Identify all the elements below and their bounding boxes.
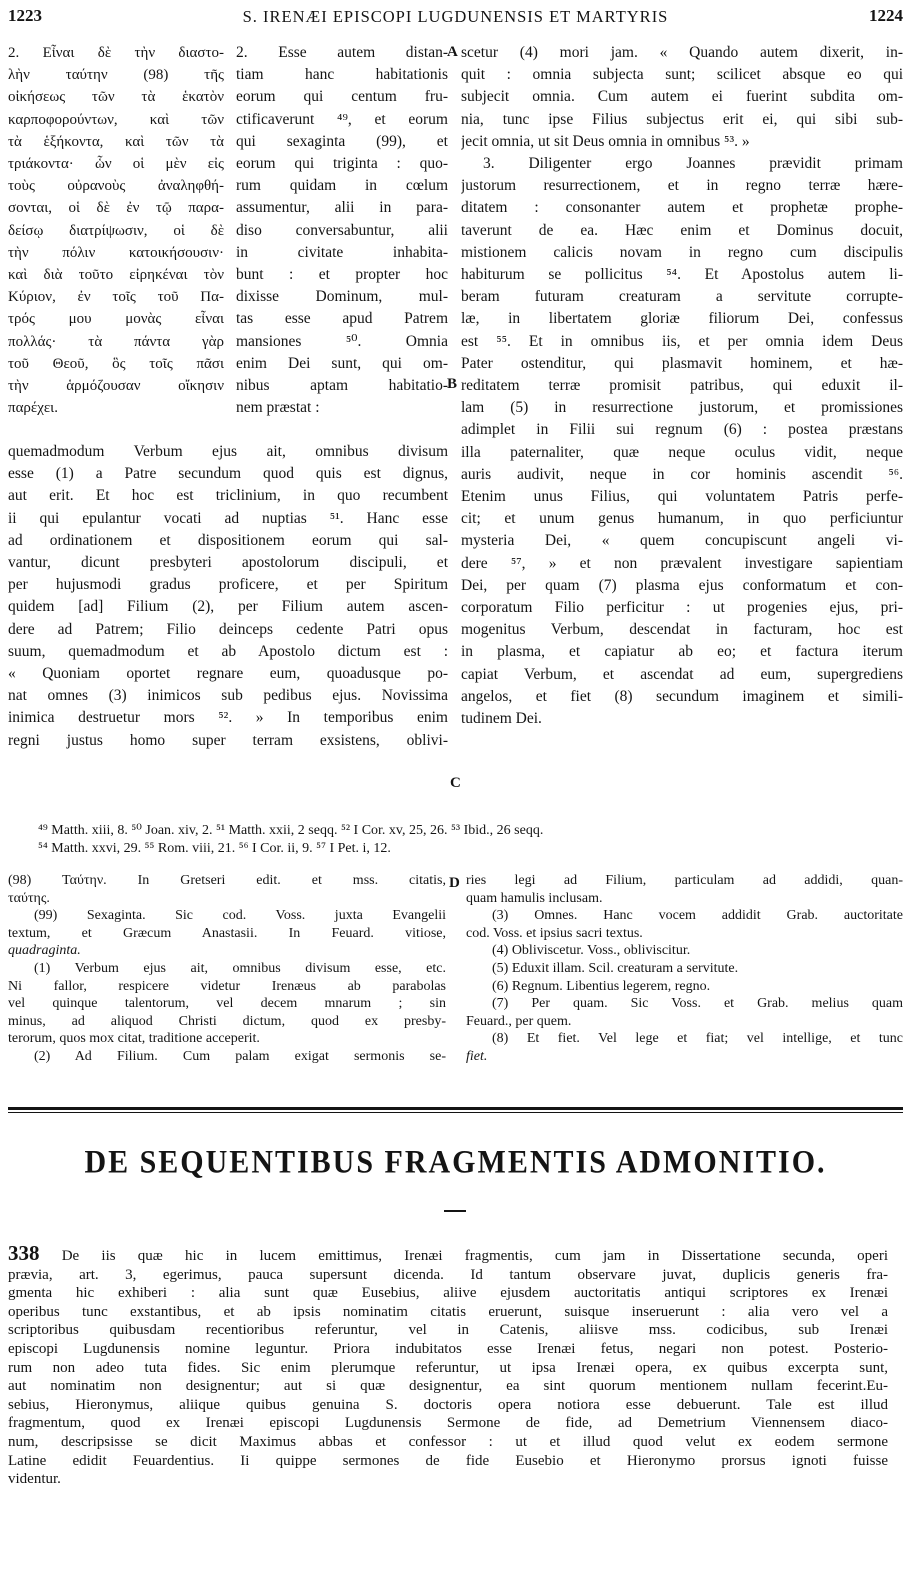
text-line: num, descripsisse se dicit Maximus abbas et confessor : ut et illud quod velut ex eodem sermone — [8, 1433, 888, 1450]
text-line: 3. Diligenter ergo Joannes prævidit primam — [483, 155, 903, 173]
note-line: (6) Regnum. Libentius legerem, regno. — [492, 978, 711, 994]
note-line: (5) Eduxit illam. Scil. creaturam a servitute. — [492, 960, 739, 976]
note-line: Ni fallor, respicere videtur Irenæus ab parabolas — [8, 978, 446, 994]
text-line: scetur (4) mori jam. « Quando autem dixerit, in- — [461, 44, 903, 61]
greek-line: τὴν ἁρμόζουσαν οἴκησιν — [8, 378, 224, 395]
latin-line: 2. Esse autem distan- — [236, 44, 448, 61]
text-line: auris audivit, neque in cor hominis ascendit ⁵⁶. — [461, 465, 903, 483]
latin-line: nem præstat : — [236, 399, 320, 417]
section-heading: DE SEQUENTIBUS FRAGMENTIS ADMONITIO. — [84, 1144, 827, 1181]
text-line: sebius, Hieronymus, aliique quibus genuina S. doctoris opera notiora esse debuerunt. Tale est illud — [8, 1396, 888, 1413]
variant-notes-right — [466, 872, 903, 1066]
note-line: (98) Ταύτην. In Gretseri edit. et mss. citatis, — [8, 873, 446, 888]
margin-letter-a: A — [447, 44, 458, 60]
page-number-right: 1224 — [869, 6, 903, 25]
text-line: justorum resurrectionem, et in regno terræ hære- — [461, 177, 903, 195]
text-line: est ⁵⁵. Et in omnibus iis, et per omnia idem Deus — [461, 332, 903, 350]
text-line: corporatum Filio perficitur : ut progenies ejus, pri- — [461, 599, 903, 617]
text-line: reditatem terræ promisit patribus, qui eduxit il- — [461, 377, 903, 395]
text-line: lam (5) in resurrectione justorum, et promissiones — [461, 399, 903, 417]
latin-line: nibus aptam habitatio- — [236, 377, 448, 395]
text-line: aut nominatim non designentur; aut si quæ designentur, ea sint quorum mentionem nullam fecerint.Eu- — [8, 1378, 888, 1395]
page-number-left: 1223 — [8, 6, 42, 25]
text-line: illa paternaliter, quæ neque oculus vidit, neque — [461, 443, 903, 461]
scripture-notes — [8, 822, 903, 858]
greek-line: καρποφορούντων, καὶ τῶν — [8, 111, 224, 128]
note-line: ταύτης. — [8, 890, 50, 906]
text-line: fragmentum, quod ex Irenæi episcopi Lugdunensis Sermone de fide, ad Demetrium Viennensem diaco- — [8, 1415, 888, 1432]
text-line: mysteria Dei, « quem concupiscunt angeli vi- — [461, 532, 903, 550]
text-line: Latine edidit Feuardentius. Ii quippe sermones de fide Eusebio et Hieronymo prorsus ignoti fuisse — [8, 1452, 888, 1469]
greek-line: καὶ διὰ τοῦτο εἰρηκέναι τὸν — [8, 267, 224, 284]
margin-letter-b: B — [447, 376, 458, 392]
text-line-content: De iis quæ hic in lucem emittimus, Irenæi fragmentis, cum jam in Dissertatione secunda, operi — [61, 1248, 888, 1264]
scripture-note-line: ⁴⁹ Matth. xiii, 8. ⁵⁰ Joan. xiv, 2. ⁵¹ Matth. xxii, 2 seqq. ⁵² I Cor. xv, 25, 26. ⁵³ Ibid., 26 seqq. — [38, 823, 544, 838]
greek-line: τὴν πόλιν κατοικήσουσιν· — [8, 244, 224, 261]
text-line: videntur. — [8, 1471, 61, 1488]
scripture-note-line: ⁵⁴ Matth. xxvi, 29. ⁵⁵ Rom. viii, 21. ⁵⁶ I Cor. ii, 9. ⁵⁷ I Pet. i, 12. — [38, 841, 391, 856]
greek-line: Κύριον, ἐν τοῖς τοῦ Πα- — [8, 289, 224, 306]
text-line: jecit omnia, ut sit Deus omnia in omnibus ⁵³. » — [461, 132, 750, 150]
latin-line: assumentur, alii in para- — [236, 199, 448, 217]
text-line: aut erit. Et hoc est triclinium, in quo recumbent — [8, 487, 448, 505]
latin-line: qui sexaginta (99), et — [236, 132, 448, 150]
note-line: (8) Et fiet. Vel lege et fiat; vel intellige, et tunc — [492, 1031, 903, 1047]
greek-line: τὰ ἑξήκοντα, καὶ τῶν τὰ — [8, 133, 224, 150]
greek-line: σονται, οἱ δὲ ἐν τῷ παρα- — [8, 200, 224, 217]
text-line: operibus tunc exstantibus, et ab ipsis nominatim citatis eruerunt, suisque inseruerunt : alia vero vel a — [8, 1303, 888, 1320]
text-line: « Quoniam oportet regnare eum, quoadusque po- — [8, 665, 448, 683]
latin-line: dixisse Dominum, mul- — [236, 288, 448, 306]
latin-line: in civitate inhabita- — [236, 243, 448, 261]
text-line: quemadmodum Verbum ejus ait, omnibus divisum — [8, 443, 448, 460]
running-title: S. IRENÆI EPISCOPI LUGDUNENSIS ET MARTYRIS — [242, 7, 669, 26]
text-line: ad ordinationem et dispositionem eorum qui sal- — [8, 531, 448, 549]
text-line: taverunt de ea. Hæc enim et Dominus docuit, — [461, 221, 903, 239]
note-line: (1) Verbum ejus ait, omnibus divisum esse, etc. — [34, 960, 446, 976]
latin-line: mansiones ⁵⁰. Omnia — [236, 332, 448, 350]
note-line: (7) Per quam. Sic Voss. et Grab. melius quam — [492, 996, 903, 1012]
text-line: quit : omnia subjecta sunt; scilicet absque eo qui — [461, 66, 903, 84]
left-continuation — [8, 441, 448, 752]
admonitio-body — [8, 1244, 888, 1489]
latin-line: eorum qui triginta : quo- — [236, 155, 448, 173]
text-line: ii qui epulantur vocati ad nuptias ⁵¹. Hanc esse — [8, 509, 448, 527]
greek-line: τοῦ Θεοῦ, ὃς τοῖς πᾶσι — [8, 355, 224, 372]
note-line: vel quinque talentorum, vel decem mnarum ; sin — [8, 996, 446, 1012]
latin-line: eorum qui centum fru- — [236, 88, 448, 106]
text-line: tudinem Dei. — [461, 710, 542, 728]
right-column — [461, 42, 903, 730]
note-line: (99) Sexaginta. Sic cod. Voss. juxta Evangelii — [34, 908, 446, 924]
text-line: quidem [ad] Filium (2), per Filium autem ascen- — [8, 598, 448, 616]
text-line: regni justus homo super terram exsistens, oblivi- — [8, 731, 448, 749]
greek-column — [8, 42, 224, 419]
greek-line: 2. Εἶναι δὲ τὴν διαστο- — [8, 45, 224, 61]
text-line: mogenitus Verbum, descendat in facturam, hoc est — [461, 621, 903, 639]
heading-dash — [444, 1210, 466, 1212]
note-line: (2) Ad Filium. Cum palam exigat sermonis se- — [34, 1048, 446, 1064]
text-line: in plasma, et capiatur ab eo; et factura iterum — [461, 643, 903, 661]
greek-line: οἰκήσεως τῶν τὰ ἑκατὸν — [8, 89, 224, 106]
greek-line: τοὺς οὐρανοὺς ἀναληφθή- — [8, 178, 224, 195]
section-rule-thick — [8, 1107, 903, 1110]
section-rule-thin — [8, 1112, 903, 1113]
margin-letter-d: D — [449, 875, 460, 891]
text-line: Etenim unus Filius, qui voluntatem Patris perfe- — [461, 488, 903, 506]
text-line: inimica destruetur mors ⁵². » In temporibus enim — [8, 709, 448, 727]
note-line: textum, et Græcum Anastasii. In Feuard. vitiose, — [8, 925, 446, 941]
text-line: Dei, per quam (7) plasma ejus conformatum et con- — [461, 576, 903, 594]
text-line: beram futuram creaturam a servitute corrupte- — [461, 288, 903, 306]
latin-line: enim Dei sunt, qui om- — [236, 354, 448, 372]
note-line: ries legi ad Filium, particulam ad addidi, quan- — [466, 873, 903, 888]
text-line: mistionem calicis novam in regno cum discipulis — [461, 243, 903, 261]
text-line: dere ad Patrem; Filio deinceps cedente Patri opus — [8, 620, 448, 638]
text-line: esse (1) a Patre secundum quod quis est dignus, — [8, 465, 448, 483]
latin-line: tiam hanc habitationis — [236, 66, 448, 84]
text-line: per hujusmodi gradus proficere, et per Spiritum — [8, 576, 448, 594]
note-line: minus, ad aliquod Christi dictum, quod ex presby- — [8, 1013, 446, 1029]
text-line: Pater ostenditur, qui plasmavit hominem, et hæ- — [461, 354, 903, 372]
greek-line: τριάκοντα· ὧν οἱ μὲν εἰς — [8, 156, 224, 173]
note-line: (3) Omnes. Hanc vocem addidit Grab. auctoritate — [492, 908, 903, 924]
text-line: læ, in libertatem gloriæ filiorum Dei, confessus — [461, 310, 903, 328]
text-line: subjecit omnia. Cum autem ei fuerint subdita om- — [461, 88, 903, 106]
latin-line: rum quidam in cœlum — [236, 177, 448, 195]
note-line: fiet. — [466, 1048, 488, 1064]
text-line: adimplet in Filii sui regnum (6) : postea præstans — [461, 421, 903, 439]
note-line: quam hamulis inclusam. — [466, 890, 603, 906]
greek-line: δείσῳ διατρίψωσιν, οἱ δὲ — [8, 222, 224, 239]
latin-line: tas esse apud Patrem — [236, 310, 448, 328]
text-line: ditatem : consonanter autem et prophetæ prophe- — [461, 199, 903, 217]
text-line — [8, 1244, 888, 1266]
greek-line: πολλάς· τὰ πάντα γὰρ — [8, 333, 224, 350]
greek-line: παρέχει. — [8, 400, 58, 417]
text-line: suum, quemadmodum et ab Apostolo dictum est : — [8, 642, 448, 660]
greek-line: λὴν ταύτην (98) τῆς — [8, 67, 224, 84]
note-line: quadraginta. — [8, 943, 81, 959]
text-line: prævia, art. 3, egerimus, pauca supersunt dicenda. Id tantum observare juvat, duplicis generis fra- — [8, 1266, 888, 1283]
note-line: cod. Voss. et ipsius sacri textus. — [466, 925, 643, 941]
latin-column — [236, 42, 448, 419]
text-line: dere ⁵⁷, » et non prævalent investigare sapientiam — [461, 554, 903, 572]
margin-number: 338 — [8, 1244, 40, 1265]
text-line: nat omnes (3) inimicos sub pedibus ejus. Novissima — [8, 687, 448, 705]
variant-notes-left — [8, 872, 446, 1066]
text-line: capiat Verbum, et ascendat ad eum, supergrediens — [461, 665, 903, 683]
margin-letter-c: C — [450, 775, 461, 791]
text-line: scriptoribus quibusdam recentioribus referuntur, vel in Catenis, aliisve mss. codicibus, sub Irenæi — [8, 1322, 888, 1339]
text-line: vantur, dicunt presbyteri apostolorum discipuli, et — [8, 554, 448, 572]
greek-line: τρός μου μονὰς εἶναι — [8, 311, 224, 328]
running-header — [8, 6, 903, 30]
text-line: habiturum se pollicitus ⁵⁴. Et Apostolus autem li- — [461, 266, 903, 284]
latin-line: bunt : et propter hoc — [236, 266, 448, 284]
note-line: (4) Obliviscetur. Voss., obliviscitur. — [492, 943, 691, 959]
note-line: Feuard., per quem. — [466, 1013, 572, 1029]
note-line: terorum, quos mox citat, traditione acceperit. — [8, 1031, 260, 1047]
text-line: gmenta hic exhiberi : alia sunt quæ Eusebius, aliive ejusdem auctoritatis antiqui scriptores ex Irenæi — [8, 1285, 888, 1302]
latin-line: diso conversabuntur, alii — [236, 221, 448, 239]
latin-line: ctificaverunt ⁴⁹, et eorum — [236, 110, 448, 128]
text-line: cit; et unum genus humanum, in quo perficiuntur — [461, 510, 903, 528]
text-line: angelos, et fiet (8) secundum imaginem et simili- — [461, 687, 903, 705]
text-line: nia, tunc ipse Filius subjectus erit ei, qui sibi sub- — [461, 110, 903, 128]
text-line: rum non adeo tuta fides. Sic enim plerumque referuntur, ut ipsa Irenæi opera, ex quibus excerpta sunt, — [8, 1359, 888, 1376]
text-line: episcopi Lugdunensis nomine leguntur. Priora indubitatos esse Irenæi fetus, negari non potest. Posterio- — [8, 1340, 888, 1357]
